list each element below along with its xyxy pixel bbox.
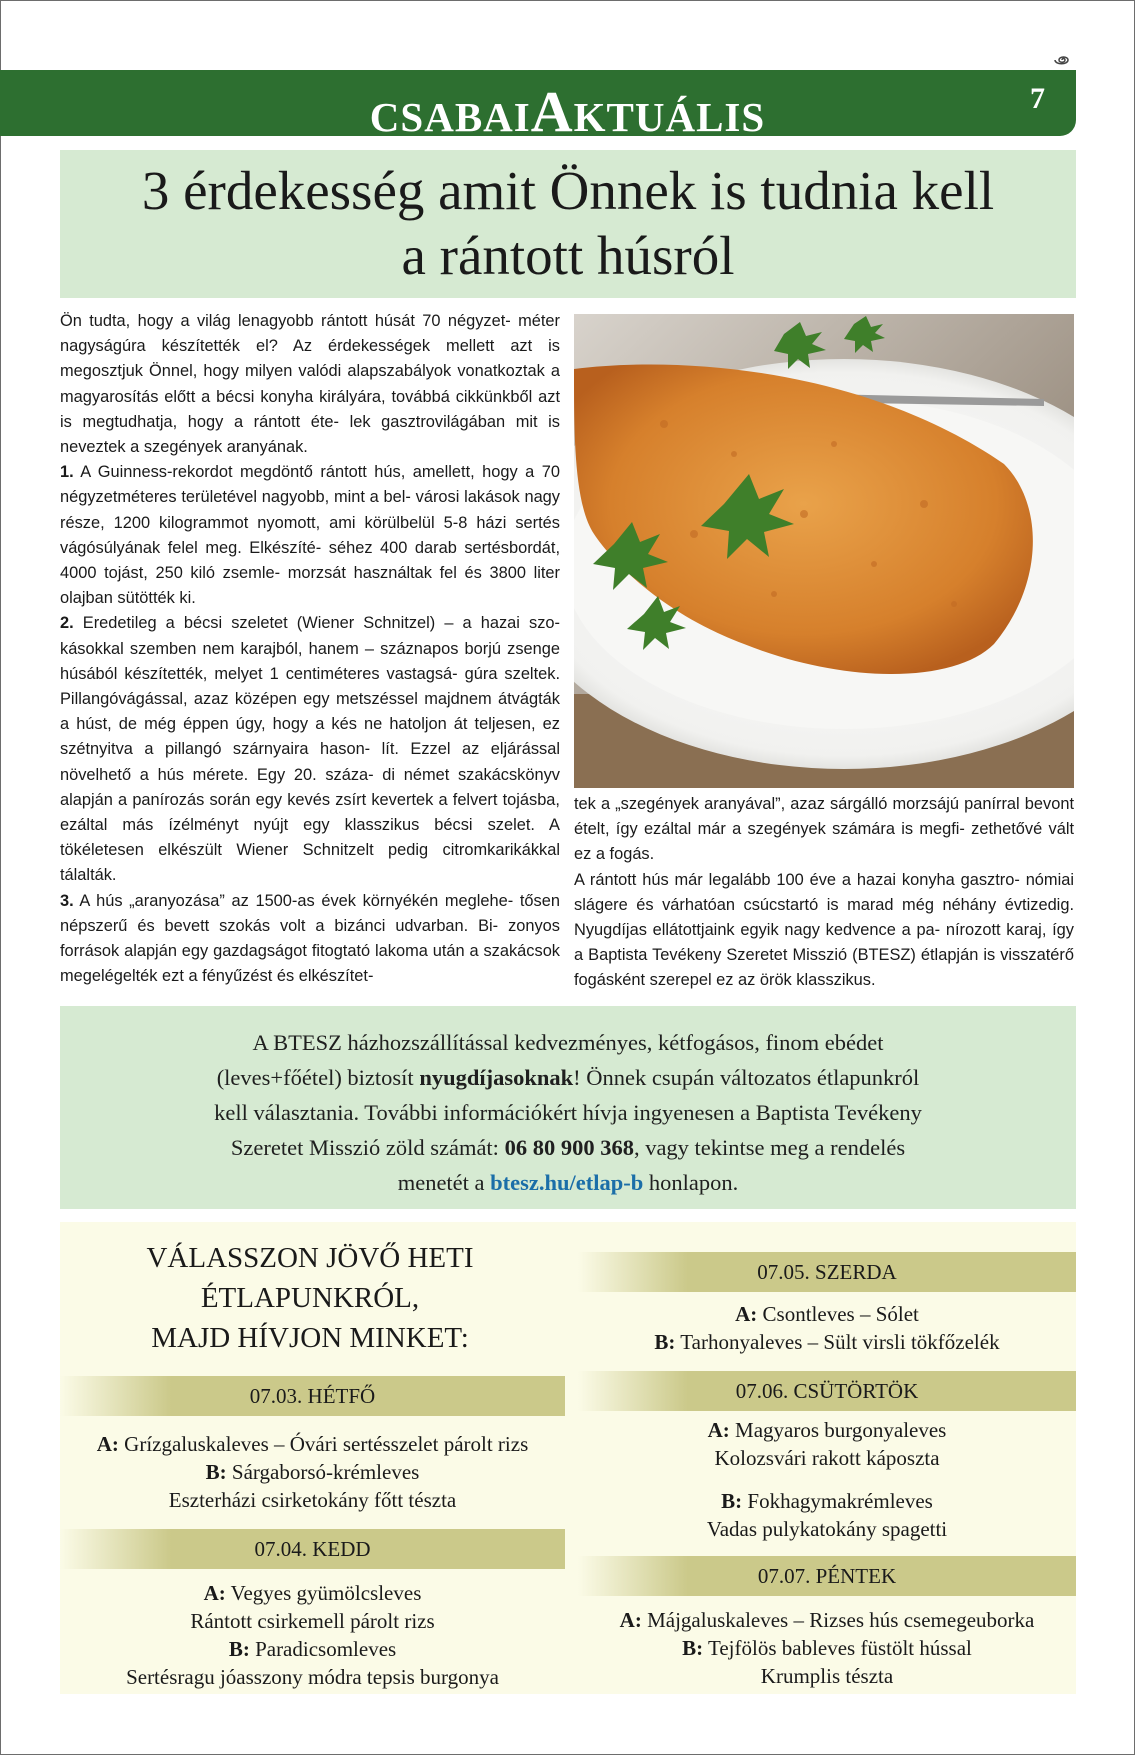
point-1-number: 1. <box>60 463 74 482</box>
title-line2: a rántott húsról <box>401 225 735 286</box>
info-line-2: (leves+főétel) biztosít nyugdíjasoknak! Önnek csupán változatos étlapunkról <box>216 1065 920 1090</box>
point-2-paragraph: 2. Eredetileg a bécsi szeletet (Wiener Schnitzel) – a hazai szo- kásokkal szemben nem karajból, hanem – száznapos borjú zsenge húsából készítették, melyet 1 centiméteres vastagsá- gúra szeltek. Pillangóvágással, azaz középen egy metszéssel majdnem átvágták a húst, de még éppen úgy, hogy a kés ne hatoljon át teljesen, ez szétnyitva a pillangó szárnyaira hason- lít. Ezzel az eljárással növelhető a hús mérete. Egy 20. száza- di német szakácskönyv alapján a panírozás során egy kevés zsírt kevertek a felvert tojásba, ezáltal más ízélményt nyújt egy klasszikus bécsi szelet. A tökéletesen elkészült Wiener Schnitzelt pedig citromkarikákkal tálalták. <box>60 614 560 885</box>
info-bold-pensioners: nyugdíjasoknak <box>419 1065 574 1090</box>
day-label-wednesday: 07.05. SZERDA <box>757 1260 897 1284</box>
title-line1: 3 érdekesség amit Önnek is tudnia kell <box>141 160 995 221</box>
day-label-tuesday: 07.04. KEDD <box>254 1537 371 1561</box>
day-label-thursday: 07.06. CSÜTÖRTÖK <box>735 1379 919 1403</box>
menu-tuesday: A: Vegyes gyümölcsleves Rántott csirkemell párolt rizs B: Paradicsomleves Sertésragu jóasszony módra tepsis burgonya <box>126 1581 499 1689</box>
menu-thursday: A: Magyaros burgonyaleves Kolozsvári rakott káposzta B: Fokhagymakrémleves Vadas pulykatokány spagetti <box>706 1418 948 1541</box>
masthead-part1: CSABAI <box>369 94 531 140</box>
article-right-column <box>574 792 1074 994</box>
website-link[interactable]: btesz.hu/etlap-b <box>490 1170 644 1195</box>
menu-friday: A: Májgaluskaleves – Rizses hús csemegeuborka B: Tejfölös bableves füstölt hússal Krumplis tészta <box>619 1608 1035 1688</box>
day-label-monday: 07.03. HÉTFŐ <box>249 1384 376 1408</box>
menu-wednesday: A: Csontleves – Sólet B: Tarhonyaleves – Sült virsli tökfőzelék <box>654 1302 1000 1354</box>
point-3-number: 3. <box>60 891 74 910</box>
point-2-number: 2. <box>60 614 74 633</box>
swirl-logo-icon <box>1052 52 1072 68</box>
closing-paragraph: A rántott hús már legalább 100 éve a hazai konyha gasztro- nómiai slágere és várhatóan csúcstartó is marad még néhány évtizedig. Nyugdíjas ellátottjaink egyik nagy kedvence a pa- nírozott karaj, így a Baptista Tevékeny Szeretet Misszió (BTESZ) étlapján is visszatérő fogásként szerepel ez az örök klasszikus. <box>574 870 1074 990</box>
info-line-1: A BTESZ házhozszállítással kedvezményes, kétfogásos, finom ebédet <box>252 1030 884 1055</box>
page-number: 7 <box>1030 82 1045 115</box>
article-title <box>60 158 1076 288</box>
schnitzel-photo <box>574 314 1074 788</box>
info-text <box>110 1025 1026 1200</box>
masthead-initial: A <box>530 79 574 144</box>
point-3-continued: tek a „szegények aranyával”, azaz sárgálló morzsájú panírral bevont ételt, így ezáltal már a szegények számára is megfi- zethetővé vált ez a fogás. <box>574 795 1075 864</box>
masthead <box>0 78 1135 145</box>
intro-paragraph: Ön tudta, hogy a világ lenagyobb rántott húsát 70 négyzet- méter nagyságúra készítették el? Az érdekességek mellett azt is megosztjuk Önnel, hogy milyen valódi alapszabályok vonatkoztak a magyarosítás előtt a bécsi konyha királyára, továbbá cikkünkből azt is megtudhatja, hogy a rántott éte- lek gasztrovilágában mit is neveztek a szegények aranyának. <box>60 312 560 457</box>
menu-heading: VÁLASSZON JÖVŐ HETI ÉTLAPUNKRÓL, MAJD HÍVJON MINKET: <box>146 1242 474 1354</box>
menu-monday: A: Grízgaluskaleves – Óvári sertésszelet párolt rizs B: Sárgaborsó-krémleves Eszterházi csirketokány főtt tészta <box>96 1432 529 1512</box>
info-line-5: menetét a btesz.hu/etlap-b honlapon. <box>397 1170 739 1195</box>
point-3-paragraph: 3. A hús „aranyozása” az 1500-as évek környékén meglehe- tősen népszerű és bevett szokás volt a bizánci udvarban. Bi- zonyos források alapján egy gazdagságot fitogtató lakoma után a szakácsok megelégelték ezt a fényűzést és elkészítet- <box>60 891 560 986</box>
masthead-part2: KTUÁLIS <box>573 94 766 140</box>
article-left-column <box>60 309 560 989</box>
point-1-paragraph: 1. A Guinness-rekordot megdöntő rántott hús, amellett, hogy a 70 négyzetméteres területével nagyobb, mint a bel- városi lakások nagy része, 1200 kilogrammot nyomott, ami körülbelül 5-8 házi sertés vágósúlyának felel meg. Elkészíté- séhez 400 darab sertésbordát, 4000 tojást, 250 kiló zsemle- morzsát használtak fel és 3800 liter olajban sütötték ki. <box>60 463 560 608</box>
info-line-3: kell választania. További információkért hívja ingyenesen a Baptista Tevékeny <box>214 1100 922 1125</box>
phone-number: 06 80 900 368 <box>504 1135 634 1160</box>
day-label-friday: 07.07. PÉNTEK <box>757 1564 897 1588</box>
info-line-4: Szeretet Misszió zöld számát: 06 80 900 368, vagy tekintse meg a rendelés <box>230 1135 906 1160</box>
